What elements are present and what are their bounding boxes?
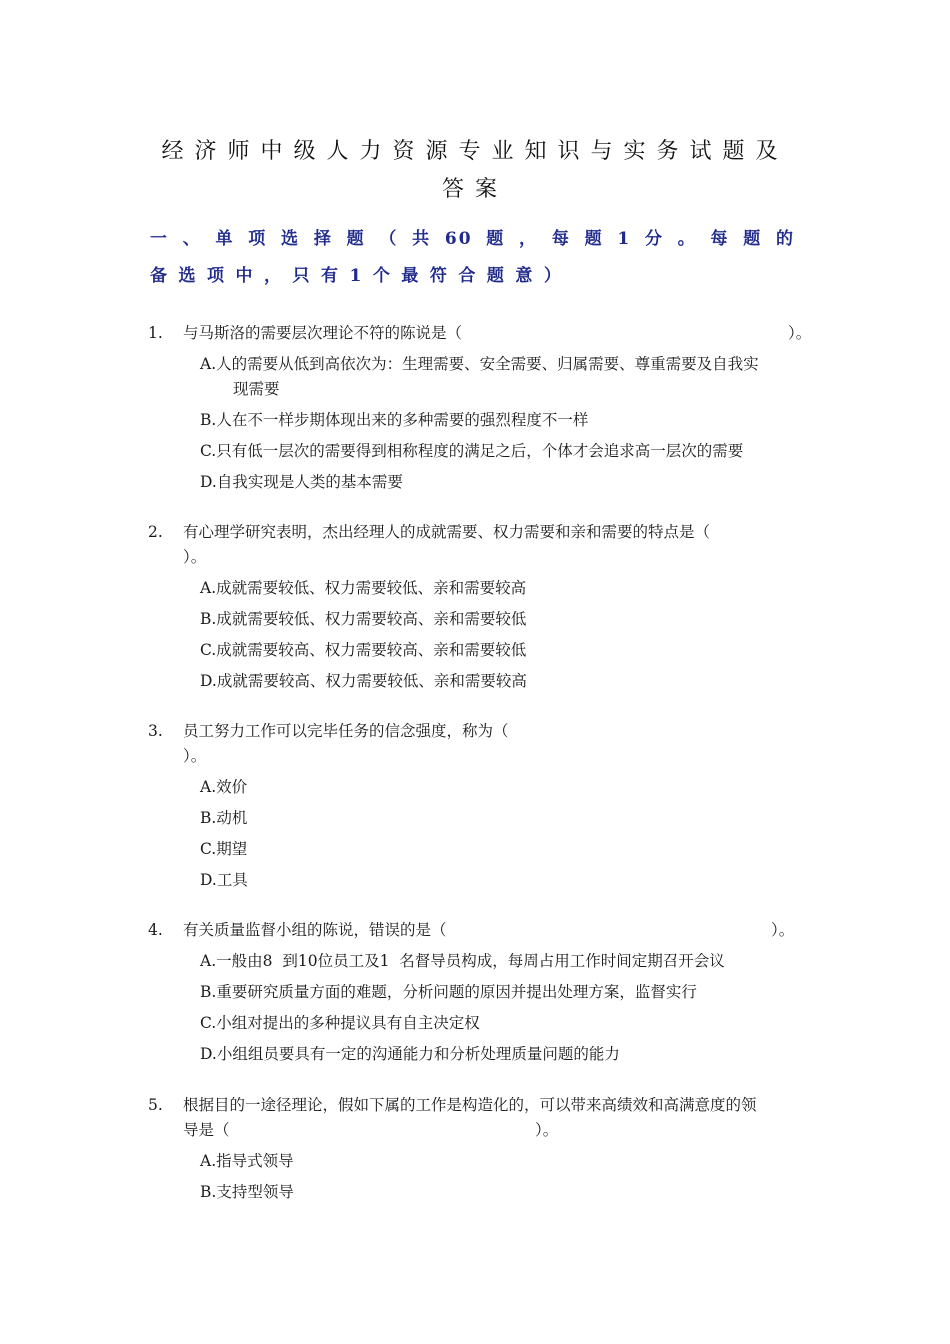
question-number: 3. [148,722,163,740]
question-4 [148,918,818,943]
option-a [200,576,810,601]
question-number: 2. [148,523,163,541]
option-text: 小组对提出的多种提议具有自主决定权 [216,1014,480,1032]
option-label: B. [200,411,217,429]
option-text: 一般由8 到10位员工及1 名督导员构成，每周占用工作时间定期召开会议 [216,952,725,970]
option-text: 成就需要较低、权力需要较低、亲和需要较高 [216,579,527,597]
option-b [200,607,810,632]
question-text: 员工努力工作可以完毕任务的信念强度，称为（ [183,722,509,740]
option-label: B. [200,983,217,1001]
option-label: C. [200,840,217,858]
option-a [200,352,810,402]
question-stem [183,719,818,769]
question-3 [148,719,818,769]
document-title-line-2: 答案 [441,177,508,202]
question-number: 1. [148,324,163,342]
option-label: A. [200,579,217,597]
option-label: A. [200,355,217,373]
question-text: 与马斯洛的需要层次理论不符的陈说是（ [183,324,463,342]
question-text-continued: 导是（ [183,1121,230,1139]
option-text: 重要研究质量方面的难题，分析问题的原因并提出处理方案，监督实行 [216,983,697,1001]
option-d [200,470,810,495]
option-label: D. [200,871,217,889]
option-b [200,806,810,831]
option-label: D. [200,473,217,491]
option-c [200,439,810,464]
option-label: A. [200,778,217,796]
option-text: 指导式领导 [216,1152,294,1170]
option-c [200,1011,810,1036]
option-text: 人在不一样步期体现出来的多种需要的强烈程度不一样 [216,411,589,429]
option-text: 成就需要较高、权力需要较高、亲和需要较低 [216,641,527,659]
question-stem [183,918,818,943]
option-text: 自我实现是人类的基本需要 [216,473,403,491]
option-c [200,638,810,663]
option-text: 只有低一层次的需要得到相称程度的满足之后，个体才会追求高一层次的需要 [216,442,744,460]
option-text: 人的需要从低到高依次为：生理需要、安全需要、归属需要、尊重需要及自我实 [216,355,759,373]
option-a [200,949,810,974]
question-2 [148,520,818,570]
option-text: 小组组员要具有一定的沟通能力和分析处理质量问题的能力 [216,1045,620,1063]
section-heading-line-1: 一、单项选择题（共60题，每题1分。每题的 [150,229,795,249]
option-label: A. [200,952,217,970]
option-d [200,1042,810,1067]
question-tail: ）。 [183,548,207,566]
option-label: B. [200,1183,217,1201]
question-stem [183,520,818,570]
option-label: B. [200,809,217,827]
option-a [200,1149,810,1174]
option-text: 动机 [216,809,248,827]
option-text: 期望 [216,840,248,858]
option-text: 支持型领导 [216,1183,294,1201]
option-a [200,775,810,800]
option-d [200,868,810,893]
question-tail: ）。 [183,747,207,765]
question-text: 根据目的一途径理论，假如下属的工作是构造化的，可以带来高绩效和高满意度的领 [183,1096,757,1114]
option-b [200,1180,810,1205]
option-b [200,980,810,1005]
question-tail: ）。 [788,324,812,342]
question-tail: ）。 [535,1121,559,1139]
question-tail: ）。 [771,921,795,939]
option-c [200,837,810,862]
question-number: 5. [148,1096,163,1114]
option-text: 成就需要较低、权力需要较高、亲和需要较低 [216,610,527,628]
section-heading-line-2: 备选项中，只有1个最符合题意） [150,266,573,286]
option-d [200,669,810,694]
question-1 [148,321,818,346]
option-label: A. [200,1152,217,1170]
option-label: D. [200,672,217,690]
option-label: B. [200,610,217,628]
option-b [200,408,810,433]
question-text: 有心理学研究表明，杰出经理人的成就需要、权力需要和亲和需要的特点是（ [183,523,711,541]
option-label: D. [200,1045,217,1063]
option-text: 效价 [216,778,248,796]
option-text-continued: 现需要 [233,380,280,398]
option-label: C. [200,1014,217,1032]
question-stem [183,321,818,346]
option-text: 成就需要较高、权力需要较低、亲和需要较高 [216,672,527,690]
question-5 [148,1093,818,1143]
option-text: 工具 [216,871,248,889]
question-number: 4. [148,921,163,939]
question-stem [183,1093,818,1143]
question-text: 有关质量监督小组的陈说，错误的是（ [183,921,447,939]
document-title-line-1: 经济师中级人力资源专业知识与实务试题及 [161,139,789,164]
option-label: C. [200,442,217,460]
option-label: C. [200,641,217,659]
